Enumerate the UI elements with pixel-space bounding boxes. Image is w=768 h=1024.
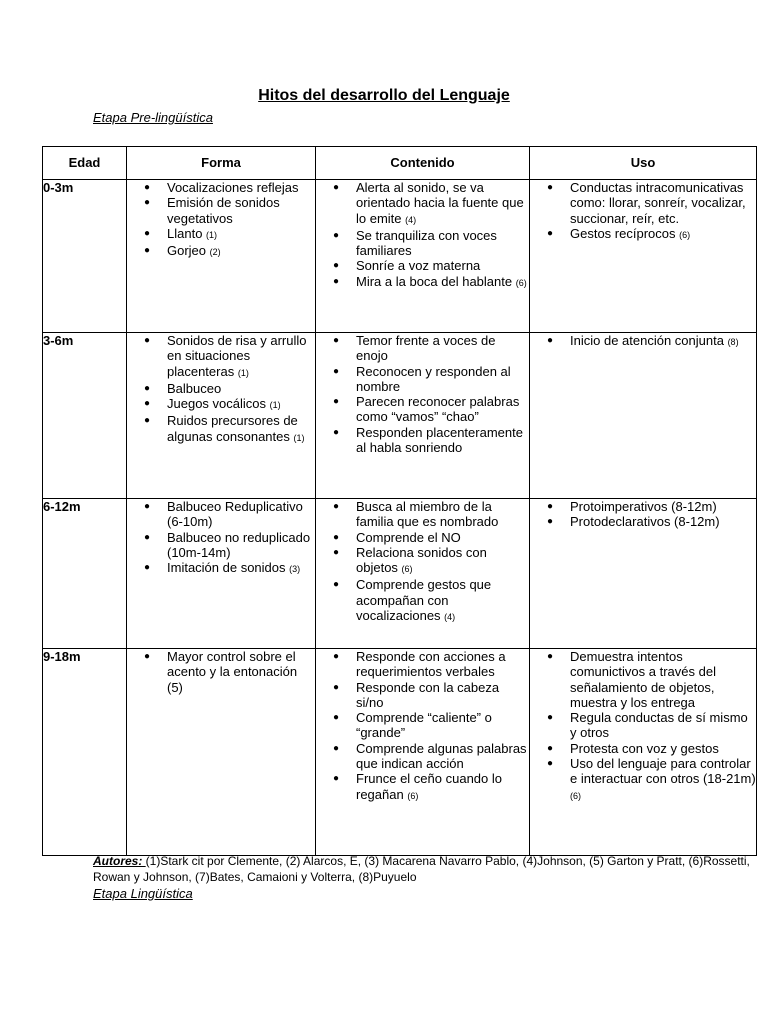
age-cell: 6-12m: [43, 499, 127, 649]
item-text: Sonríe a voz materna: [356, 258, 481, 274]
age-cell: 3-6m: [43, 333, 127, 499]
item-text: Protoimperativos (8-12m): [570, 499, 717, 514]
contenido-list: [316, 333, 529, 455]
table-row: [43, 333, 757, 499]
contenido-cell: [316, 333, 530, 499]
reference-number: (1): [206, 229, 218, 240]
item-text: Protodeclarativos (8-12m): [570, 514, 720, 530]
list-item: [316, 710, 529, 741]
reference-number: (4): [444, 612, 456, 623]
list-item: [316, 530, 529, 545]
forma-list: [127, 333, 315, 446]
list-item: [316, 258, 529, 273]
authors-label: Autores:: [93, 854, 146, 868]
reference-number: (2): [209, 247, 221, 258]
uso-cell: [530, 180, 757, 333]
item-text: Protesta con voz y gestos: [570, 740, 719, 756]
header-uso: Uso: [530, 147, 757, 180]
header-forma: Forma: [127, 147, 316, 180]
item-text: Comprende “caliente” o “grande”: [356, 710, 492, 741]
reference-number: (6): [515, 277, 527, 288]
contenido-list: [316, 180, 529, 291]
list-item: [530, 741, 756, 756]
reference-number: (1): [269, 400, 281, 411]
list-item: [127, 381, 315, 396]
list-item: [316, 741, 529, 772]
reference-number: (6): [679, 229, 691, 240]
item-text: Busca al miembro de la familia que es nombrado: [356, 499, 499, 530]
item-text: Se tranquiliza con voces familiares: [356, 227, 497, 259]
list-item: [530, 333, 756, 350]
reference-number: (6): [407, 790, 419, 801]
uso-list: [530, 180, 756, 243]
list-item: [316, 499, 529, 530]
uso-list: [530, 499, 756, 530]
table-row: [43, 649, 757, 856]
list-item: [127, 226, 315, 243]
list-item: [127, 243, 315, 260]
list-item: [127, 195, 315, 226]
forma-list: [127, 649, 315, 695]
table-row: [43, 180, 757, 333]
item-text: Alerta al sonido, se va orientado hacia la fuente que lo emite: [356, 180, 524, 226]
table-header-row: [43, 147, 757, 180]
item-text: Gorjeo: [167, 243, 210, 259]
authors-footer: [93, 853, 753, 885]
item-text: Reconocen y responden al nombre: [356, 363, 511, 394]
list-item: [127, 180, 315, 195]
uso-list: [530, 649, 756, 804]
contenido-list: [316, 499, 529, 625]
uso-cell: [530, 499, 757, 649]
item-text: Regula conductas de sí mismo y otros: [570, 710, 748, 741]
item-text: Comprende algunas palabras que indican acción: [356, 740, 527, 772]
item-text: Comprende gestos que acompañan con vocalizaciones: [356, 577, 492, 624]
item-text: Gestos recíprocos: [570, 225, 680, 241]
list-item: [127, 530, 315, 561]
list-item: [316, 228, 529, 259]
list-item: [127, 649, 315, 695]
item-text: Responde con acciones a requerimientos verbales: [356, 649, 506, 680]
list-item: [316, 425, 529, 456]
list-item: [316, 274, 529, 291]
reference-number: (8): [727, 337, 739, 347]
item-text: Conductas intracomunicativas como: llorar, sonreír, vocalizar, succionar, reír, etc.: [570, 180, 746, 226]
item-text: Vocalizaciones reflejas: [167, 180, 299, 195]
item-text: Ruidos precursores de algunas consonantes: [167, 413, 298, 444]
list-item: [316, 180, 529, 228]
item-text: Emisión de sonidos vegetativos: [167, 195, 280, 226]
item-text: Juegos vocálicos: [167, 396, 270, 412]
list-item: [530, 649, 756, 710]
list-item: [316, 394, 529, 425]
item-text: Inicio de atención conjunta: [570, 333, 728, 348]
list-item: [316, 545, 529, 578]
item-text: Comprende el NO: [356, 529, 461, 545]
item-text: Relaciona sonidos con objetos: [356, 544, 487, 576]
item-text: Responde con la cabeza si/no: [356, 679, 500, 710]
item-text: Llanto: [167, 225, 207, 241]
list-item: [316, 333, 529, 364]
list-item: [530, 756, 756, 804]
reference-number: (6): [570, 790, 581, 801]
list-item: [127, 499, 315, 530]
list-item: [530, 180, 756, 226]
table-row: [43, 499, 757, 649]
forma-cell: [127, 499, 316, 649]
reference-number: (6): [401, 564, 413, 575]
contenido-cell: [316, 499, 530, 649]
uso-cell: [530, 333, 757, 499]
uso-cell: [530, 649, 757, 856]
reference-number: (3): [289, 564, 301, 575]
uso-list: [530, 333, 756, 350]
item-text: Temor frente a voces de enojo: [356, 333, 496, 364]
list-item: [127, 413, 315, 446]
item-text: Demuestra intentos comunictivos a través del señalamiento de objetos, muestra y los entrega: [570, 649, 716, 710]
contenido-cell: [316, 180, 530, 333]
contenido-cell: [316, 649, 530, 856]
reference-number: (1): [237, 367, 249, 378]
list-item: [127, 333, 315, 381]
list-item: [127, 396, 315, 413]
list-item: [316, 649, 529, 680]
list-item: [316, 577, 529, 625]
item-text: Uso del lenguaje para controlar e interactuar con otros (18-21m): [570, 756, 756, 787]
list-item: [316, 680, 529, 711]
list-item: [316, 364, 529, 395]
item-text: Sonidos de risa y arrullo en situaciones placenteras: [167, 333, 307, 379]
age-cell: 9-18m: [43, 649, 127, 856]
forma-cell: [127, 649, 316, 856]
document-title: Hitos del desarrollo del Lenguaje: [258, 87, 510, 104]
list-item: [127, 560, 315, 577]
item-text: Parecen reconocer palabras como “vamos” “chao”: [356, 394, 520, 425]
forma-cell: [127, 180, 316, 333]
stage-subtitle: Etapa Pre-lingüística: [93, 110, 213, 125]
item-text: Mira a la boca del hablante: [356, 273, 516, 289]
reference-number: (1): [293, 432, 305, 443]
list-item: [530, 710, 756, 741]
item-text: Mayor control sobre el acento y la entonación (5): [167, 649, 298, 695]
item-text: Responden placenteramente al habla sonriendo: [356, 424, 523, 456]
header-edad: Edad: [43, 147, 127, 180]
list-item: [530, 514, 756, 529]
contenido-list: [316, 649, 529, 804]
list-item: [530, 226, 756, 243]
item-text: Balbuceo Reduplicativo (6-10m): [167, 499, 303, 530]
forma-cell: [127, 333, 316, 499]
item-text: Balbuceo no reduplicado (10m-14m): [167, 529, 311, 560]
stage-linguistic-label: Etapa Lingüística: [93, 886, 193, 901]
item-text: Frunce el ceño cuando lo regañan: [356, 771, 502, 802]
authors-text: (1)Stark cit por Clemente, (2) Alarcos, E, (3) Macarena Navarro Pablo, (4)Johnson, (5) Garton y Pratt, (6)Rossetti, Rowan y Johnson, (7)Bates, Camaioni y Volterra, (8)Puyuelo: [93, 854, 750, 884]
reference-number: (4): [405, 214, 417, 225]
list-item: [530, 499, 756, 514]
milestones-table: [42, 146, 757, 856]
item-text: Balbuceo: [167, 380, 222, 396]
item-text: Imitación de sonidos: [167, 560, 290, 576]
header-contenido: Contenido: [316, 147, 530, 180]
list-item: [316, 771, 529, 804]
forma-list: [127, 180, 315, 260]
age-cell: 0-3m: [43, 180, 127, 333]
forma-list: [127, 499, 315, 577]
